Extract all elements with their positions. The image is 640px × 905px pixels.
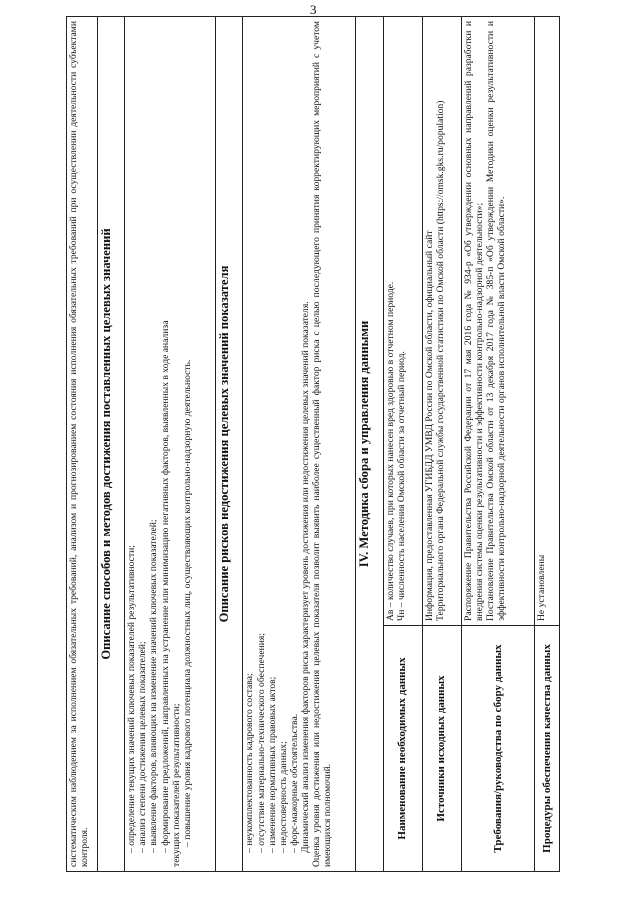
risks-body-row: [243, 17, 356, 872]
row-value: Информация, предоставленная УГИБДД УМВД России по Омской области, официальный сайт: [423, 230, 435, 621]
risks-heading: Описание рисков недостижения целевых значений показателя: [216, 17, 243, 872]
page-number: 3: [310, 2, 317, 17]
risks-item: – отсутствие материально-технического обеспечения;: [255, 633, 267, 853]
row-value: Чн – численность населения Омской области за отчетный период.: [395, 351, 407, 621]
row-label: Требования/руководства по сбору данных: [461, 626, 534, 872]
risks-paragraph: Динамический анализ изменения факторов риска характеризует уровень достижения или недостижения целевых значений показателя.: [300, 301, 312, 853]
methods-heading: Описание способов и методов достижения поставленных целевых значений: [98, 17, 125, 872]
methods-item: – повышение уровня кадрового потенциала должностных лиц, осуществляющих контрольно-надзорную деятельность.: [181, 359, 193, 847]
document-table: [66, 16, 560, 872]
row-label: Процедуры обеспечения качества данных: [535, 626, 560, 872]
methods-heading-row: [98, 17, 125, 872]
table-row: [535, 17, 560, 872]
methods-item: – анализ степени достижения целевых показателей;: [137, 641, 149, 853]
risks-heading-row: [216, 17, 243, 872]
table-row: [461, 17, 534, 872]
risks-item: – изменение нормативных правовых актов;: [266, 676, 278, 853]
methods-item: – выявление факторов, влияющих на изменение значений ключевых показателей;: [148, 519, 160, 853]
section-iv-heading: IV. Методика сбора и управления данными: [356, 17, 383, 872]
methods-item: – определение текущих значений ключевых показателей результативности;: [126, 545, 138, 853]
intro-row: [67, 17, 98, 872]
section-iv-heading-row: [356, 17, 383, 872]
methods-body-row: [125, 17, 216, 872]
risks-item: – форс-мажорные обстоятельства.: [288, 713, 300, 853]
methods-item: текущих показателей результативности;: [170, 703, 182, 867]
row-value: Территориального органа Федеральной службы государственной статистики по Омской области (https://omsk.gks.ru/population): [434, 100, 446, 621]
intro-text: систематическим наблюдением за исполнением обязательных требований, анализом и прогнозированием состояния исполнения обязательных требований при осуществлении деятельности субъектами контроля.: [68, 21, 91, 867]
risks-paragraph: Оценка уровня достижения или недостижения целевых показателя позволит выявить наиболее существенный фактор риска с целью последующего принятия корректирующих мероприятий с учетом имеющихся полномочий.: [311, 21, 334, 867]
methods-item: – формирование предложений, направленных на устранение или минимизацию негативных факторов, выявленных в ходе анализа: [159, 320, 171, 853]
row-label: Наименование необходимых данных: [383, 626, 422, 872]
row-value: Распоряжение Правительства Российской Федерации от 17 мая 2016 года № 934-р «Об утверждении основных направлений разработки и внедрения системы оценки результативности и эффективности контрольно-надзорной деятельности»;: [462, 21, 485, 621]
table-row: [422, 17, 461, 872]
table-row: [383, 17, 422, 872]
risks-item: – неукомплектованность кадрового состава;: [244, 673, 256, 853]
row-value: Не установлены: [536, 554, 548, 621]
rotated-document: [66, 17, 560, 872]
row-value: Ав – количество случаев, при которых нанесен вред здоровью в отчетном периоде.: [384, 281, 396, 621]
row-value: Постановление Правительства Омской области от 13 декабря 2017 года № 385-п «Об утверждении Методики оценки результативности и эффективности контрольно-надзорной деятельности органов исполнительной власти Омской области».: [485, 21, 508, 621]
row-label: Источники исходных данных: [422, 626, 461, 872]
risks-item: – недостоверность данных;: [277, 741, 289, 853]
